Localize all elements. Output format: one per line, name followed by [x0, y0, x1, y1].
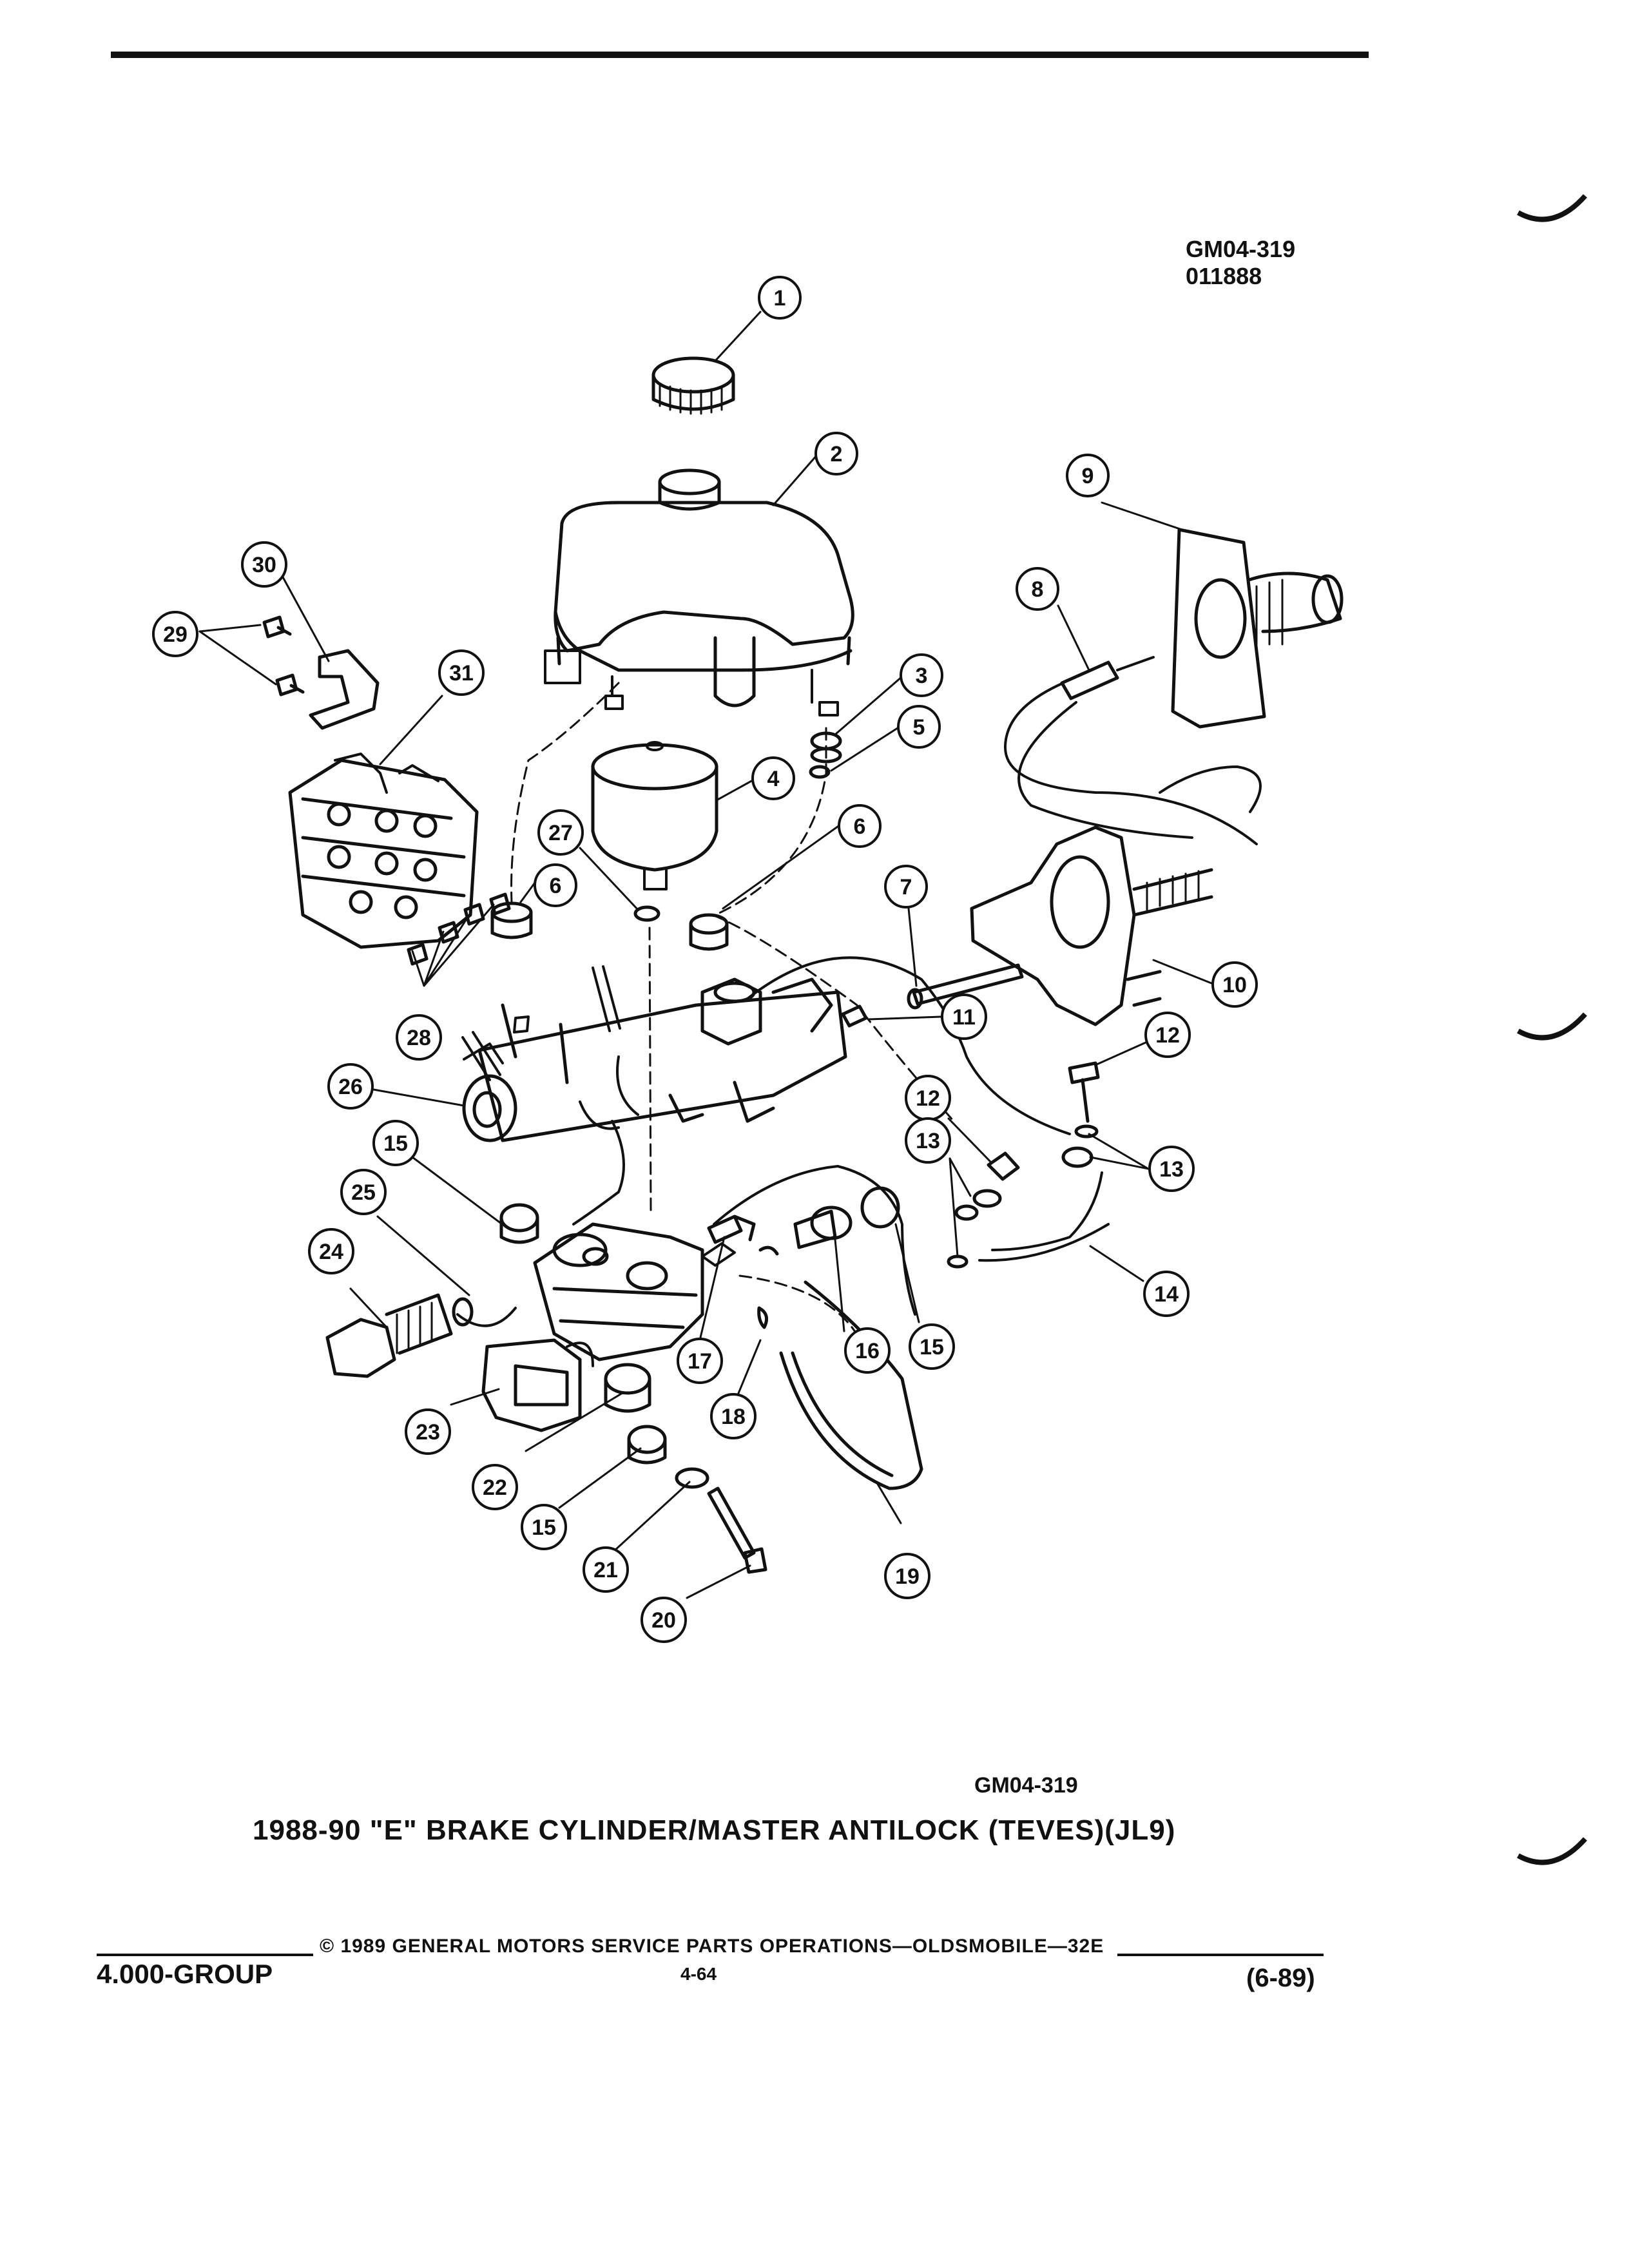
- callout-20: [642, 1598, 686, 1642]
- svg-text:21: 21: [593, 1558, 618, 1582]
- callout-15a: [374, 1121, 418, 1165]
- svg-text:23: 23: [416, 1420, 440, 1445]
- callout-31: [439, 651, 483, 695]
- studs: [463, 966, 620, 1080]
- revision-date: (6-89): [1246, 1964, 1315, 1992]
- svg-text:2: 2: [830, 442, 843, 466]
- svg-text:8: 8: [1031, 577, 1044, 602]
- svg-text:30: 30: [252, 553, 276, 577]
- callout-3: [901, 655, 942, 696]
- svg-text:17: 17: [688, 1349, 712, 1374]
- callout-4: [753, 758, 794, 799]
- footer-rule-right: [1117, 1954, 1324, 1956]
- svg-text:1: 1: [773, 286, 786, 311]
- svg-text:16: 16: [855, 1339, 880, 1363]
- reservoir-grommets: [492, 903, 727, 949]
- valve-block-bracket: [264, 617, 378, 728]
- callout-12a: [1146, 1013, 1190, 1057]
- valve-bolt: [709, 1488, 766, 1572]
- pedal-mount-bracket: [972, 827, 1211, 1024]
- callout-28: [397, 1015, 441, 1059]
- page-number: 4-64: [680, 1964, 717, 1984]
- accumulator: [593, 742, 717, 920]
- booster-mount-flange: [1173, 530, 1342, 727]
- svg-text:5: 5: [912, 715, 925, 740]
- callout-1: [759, 277, 800, 318]
- svg-text:26: 26: [338, 1075, 363, 1099]
- binding-mark-bottom: [1514, 1830, 1592, 1881]
- master-cylinder-body: [464, 979, 845, 1140]
- callout-27: [539, 811, 583, 854]
- callout-16: [845, 1329, 889, 1372]
- electrical-connector: [483, 1340, 593, 1430]
- svg-text:13: 13: [1159, 1157, 1184, 1182]
- group-label: 4.000-GROUP: [97, 1959, 273, 1989]
- callout-29: [153, 612, 197, 656]
- callout-19: [885, 1554, 929, 1598]
- copyright-notice: © 1989 GENERAL MOTORS SERVICE PARTS OPERATIONS—OLDSMOBILE—32E: [320, 1936, 1104, 1957]
- svg-text:31: 31: [449, 661, 474, 686]
- svg-text:14: 14: [1154, 1282, 1179, 1307]
- svg-text:28: 28: [407, 1026, 431, 1050]
- svg-text:7: 7: [900, 875, 912, 899]
- return-hose: [781, 1282, 921, 1488]
- svg-text:25: 25: [351, 1180, 376, 1205]
- figure-code: GM04-319: [1186, 236, 1296, 262]
- callout-2: [816, 433, 857, 474]
- svg-text:12: 12: [916, 1086, 940, 1111]
- callout-22: [473, 1465, 517, 1509]
- svg-text:3: 3: [915, 664, 928, 688]
- callout-15c: [522, 1505, 566, 1549]
- callout-25: [342, 1170, 385, 1214]
- svg-text:6: 6: [549, 874, 562, 898]
- callout-17: [678, 1339, 722, 1383]
- banjo-bolts-and-washers: [949, 1063, 1098, 1267]
- svg-text:9: 9: [1081, 464, 1094, 488]
- callout-24: [309, 1229, 353, 1273]
- callout-10: [1213, 963, 1257, 1006]
- callout-5: [898, 706, 940, 747]
- callout-6a: [839, 805, 880, 847]
- binding-mark-middle: [1514, 1005, 1592, 1057]
- footer-rule-left: [97, 1954, 313, 1956]
- callout-7: [885, 866, 927, 907]
- callout-26: [329, 1064, 372, 1108]
- svg-text:15: 15: [920, 1335, 944, 1360]
- brake-lines: [512, 683, 954, 1347]
- svg-text:6: 6: [853, 814, 866, 839]
- pushrod-clevis: [1062, 657, 1153, 698]
- callout-21: [584, 1548, 628, 1591]
- svg-text:20: 20: [651, 1608, 676, 1633]
- fitting-and-clip: [709, 1216, 777, 1327]
- svg-text:27: 27: [548, 821, 573, 845]
- leader-lines: [200, 312, 1211, 1598]
- svg-text:10: 10: [1222, 973, 1247, 997]
- callout-9: [1067, 455, 1108, 496]
- svg-text:18: 18: [721, 1405, 746, 1429]
- callout-30: [242, 543, 286, 586]
- svg-text:15: 15: [532, 1515, 556, 1540]
- pressure-switch: [327, 1295, 472, 1376]
- callout-12b: [906, 1076, 950, 1120]
- svg-text:12: 12: [1155, 1023, 1180, 1048]
- svg-text:22: 22: [483, 1475, 507, 1500]
- callout-18: [711, 1394, 755, 1438]
- svg-text:24: 24: [319, 1240, 343, 1264]
- svg-text:29: 29: [163, 622, 188, 647]
- callouts: [153, 277, 1257, 1642]
- svg-text:11: 11: [952, 1005, 976, 1030]
- svg-text:19: 19: [895, 1564, 920, 1589]
- binding-mark-top: [1514, 187, 1592, 238]
- callout-11: [942, 995, 986, 1039]
- callout-23: [406, 1410, 450, 1454]
- reservoir: [545, 470, 853, 715]
- reservoir-cap: [653, 358, 733, 414]
- callout-14: [1144, 1272, 1188, 1316]
- callout-6b: [535, 865, 576, 906]
- figure-reference: GM04-319: [974, 1773, 1078, 1798]
- svg-text:13: 13: [916, 1129, 940, 1153]
- svg-text:15: 15: [383, 1131, 408, 1156]
- callout-15b: [910, 1325, 954, 1369]
- callout-8: [1017, 568, 1058, 610]
- fitting: [843, 1006, 866, 1026]
- valve-block: [290, 754, 477, 947]
- callout-13b: [1150, 1147, 1193, 1191]
- figure-title: 1988-90 "E" BRAKE CYLINDER/MASTER ANTILOCK (TEVES)(JL9): [253, 1814, 1176, 1846]
- callout-13a: [906, 1119, 950, 1162]
- svg-text:4: 4: [767, 767, 780, 791]
- figure-number: 011888: [1186, 263, 1262, 289]
